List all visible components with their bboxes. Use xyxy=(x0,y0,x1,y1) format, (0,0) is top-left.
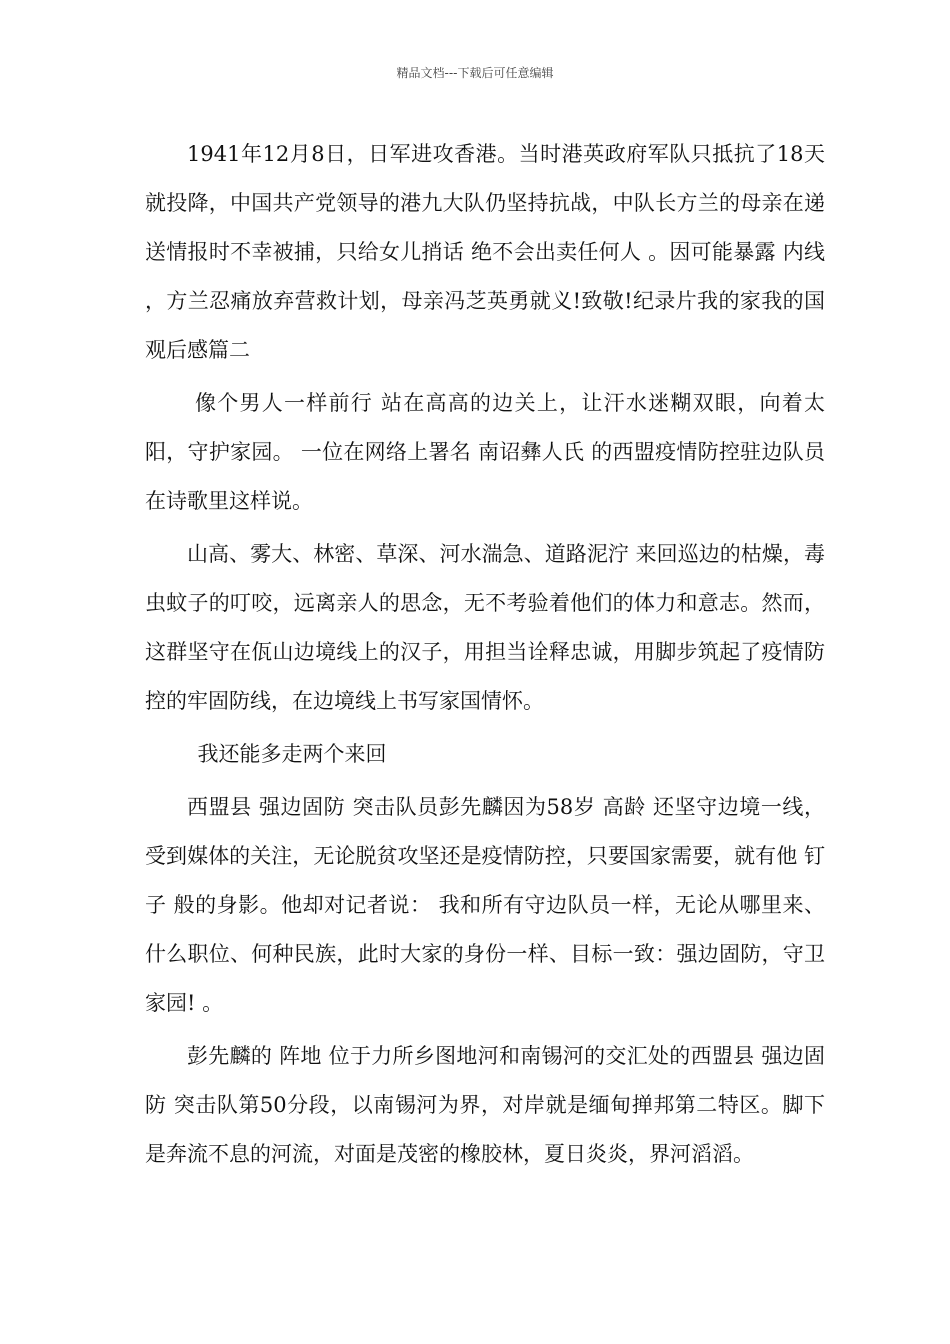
paragraph-2: 像个男人一样前行 站在高高的边关上，让汗水迷糊双眼，向着太阳，守护家园。 一位在网络上署名 南诏彝人氏 的西盟疫情防控驻边队员在诗歌里这样说。 xyxy=(145,391,825,513)
paragraph-3: 山高、雾大、林密、草深、河水湍急、道路泥泞 来回巡边的枯燥，毒虫蚊子的叮咬，远离亲人的思念，无不考验着他们的体力和意志。然而，这群坚守在佤山边境线上的汉子，用担当诠释忠诚，用脚步筑起了疫情防控的牢固防线，在边境线上书写家国情怀。 xyxy=(145,542,825,713)
section-heading: 我还能多走两个来回 xyxy=(197,742,387,766)
paragraph-5: 彭先麟的 阵地 位于力所乡图地河和南锡河的交汇处的西盟县 强边固防 突击队第50分段，以南锡河为界，对岸就是缅甸掸邦第二特区。脚下是奔流不息的河流，对面是茂密的橡胶林，夏日炎炎，界河滔滔。 xyxy=(145,1044,825,1166)
document-body xyxy=(145,130,832,1179)
paragraph-4: 西盟县 强边固防 突击队员彭先麟因为58岁 高龄 还坚守边境一线，受到媒体的关注，无论脱贫攻坚还是疫情防控，只要国家需要，就有他 钉子 般的身影。他却对记者说： 我和所有守边队员一样，无论从哪里来、什么职位、何种民族，此时大家的身份一样、目标一致：强边固防，守卫家园! 。 xyxy=(145,795,825,1015)
paragraph-1: 1941年12月8日，日军进攻香港。当时港英政府军队只抵抗了18天就投降，中国共产党领导的港九大队仍坚持抗战，中队长方兰的母亲在递送情报时不幸被捕，只给女儿捎话 绝不会出卖任何人 。因可能暴露 内线 ，方兰忍痛放弃营救计划，母亲冯芝英勇就义!致敬!纪录片我的家我的国观后感篇二 xyxy=(145,142,832,362)
page-header: 精品文档---下载后可任意编辑 xyxy=(396,66,554,80)
